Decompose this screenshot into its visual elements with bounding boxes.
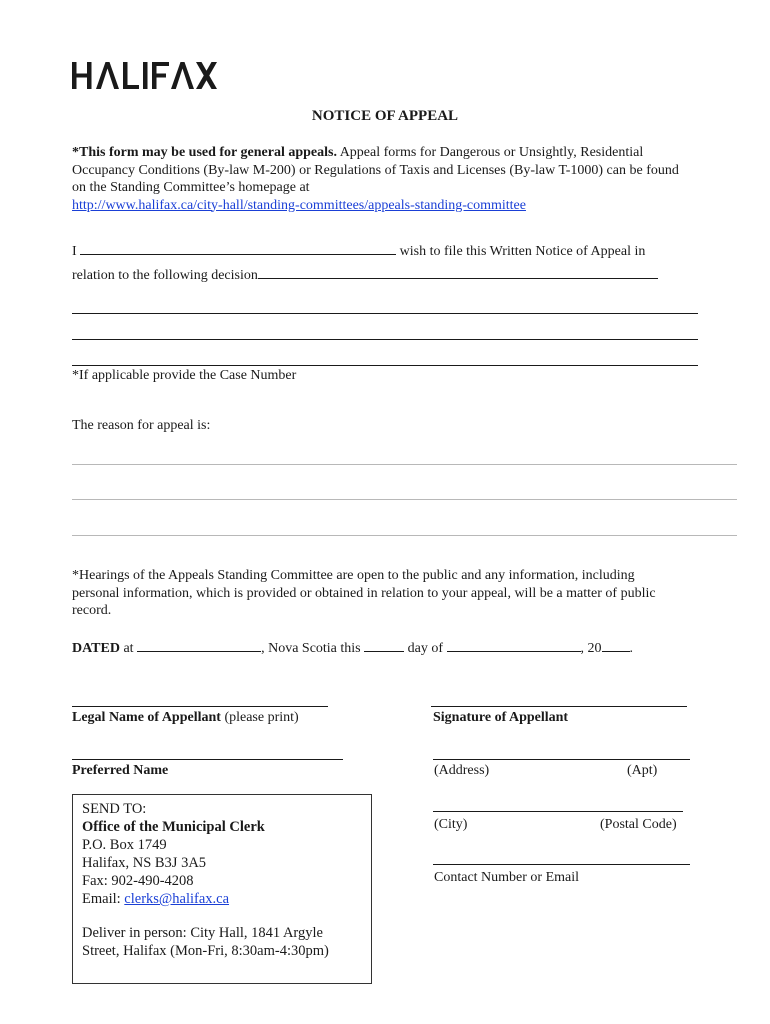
appellant-name-blank[interactable] [80,241,396,255]
decision-label: relation to the following decision [72,268,258,283]
city-label: (City) [434,817,468,832]
dated-year-blank[interactable] [602,638,630,652]
decision-line-3[interactable] [72,365,698,366]
reason-line-3[interactable] [72,535,737,536]
decision-line [72,265,658,284]
email-label: Email: [82,891,125,907]
dated-place-blank[interactable] [137,638,261,652]
reason-line-2[interactable] [72,499,737,500]
send-to-box [72,794,372,984]
legal-name-rest: (please print) [220,710,299,725]
legal-name-line[interactable] [72,706,328,707]
legal-name-bold: Legal Name of Appellant [72,710,221,725]
decision-line-2[interactable] [72,339,698,340]
decision-blank[interactable] [258,265,658,279]
dated-month-blank[interactable] [447,638,581,652]
signature-line[interactable] [431,706,687,707]
fax-number: Fax: 902-490-4208 [82,873,194,889]
clerk-office: Office of the Municipal Clerk [82,819,265,835]
address-line[interactable] [433,759,690,760]
hearing-note [72,567,656,620]
reason-line-1[interactable] [72,464,737,465]
city-line[interactable] [433,811,683,812]
address-label: (Address) [434,763,490,778]
dated-end: . [629,641,634,656]
page-title: NOTICE OF APPEAL [311,108,459,124]
deliver-line1: Deliver in person: City Hall, 1841 Argyle [82,925,323,941]
case-number-note: *If applicable provide the Case Number [72,368,297,383]
hearing-line3: record. [72,603,112,618]
hearing-line1: *Hearings of the Appeals Standing Committee are open to the public and any information, including [72,568,635,583]
preferred-name-line[interactable] [72,759,343,760]
intro-bold: *This form may be used for general appeals. [72,145,337,160]
halifax-logo [70,57,220,95]
apt-label: (Apt) [627,763,658,778]
mail-city: Halifax, NS B3J 3A5 [82,855,207,871]
postal-code-label: (Postal Code) [600,817,677,832]
reason-label: The reason for appeal is: [72,418,211,433]
dated-line [72,638,633,657]
decision-line-1[interactable] [72,313,698,314]
intro-line2: Occupancy Conditions (By-law M-200) or Regulations of Taxis and Licenses (By-law T-1000) can be found [72,162,679,178]
email-line [82,891,229,908]
hearing-line2: personal information, which is provided or obtained in relation to your appeal, will be a matter of public [72,585,656,601]
declaration-suffix: wish to file this Written Notice of Appeal in [399,244,646,259]
dated-province: , Nova Scotia this [261,641,361,656]
intro-line3: on the Standing Committee’s homepage at [72,180,310,195]
clerk-email-link[interactable]: clerks@halifax.ca [124,891,230,907]
signature-label: Signature of Appellant [433,710,569,725]
dated-day-of: day of [407,641,444,656]
preferred-name-label: Preferred Name [72,763,169,778]
contact-line[interactable] [433,864,690,865]
intro-paragraph [72,144,712,214]
dated-year-prefix: , 20 [580,641,602,656]
contact-label: Contact Number or Email [434,870,580,885]
dated-label: DATED [72,641,120,656]
committee-link[interactable]: http://www.halifax.ca/city-hall/standing-committees/appeals-standing-committee [72,197,526,213]
legal-name-label [72,710,299,726]
declaration-prefix: I [72,244,77,259]
send-to-heading: SEND TO: [82,801,147,817]
declaration-line [72,241,645,260]
deliver-line2: Street, Halifax (Mon-Fri, 8:30am-4:30pm) [82,943,329,959]
dated-day-blank[interactable] [364,638,404,652]
po-box: P.O. Box 1749 [82,837,167,853]
dated-at: at [123,641,134,656]
intro-line1: Appeal forms for Dangerous or Unsightly, Residential [336,145,644,160]
